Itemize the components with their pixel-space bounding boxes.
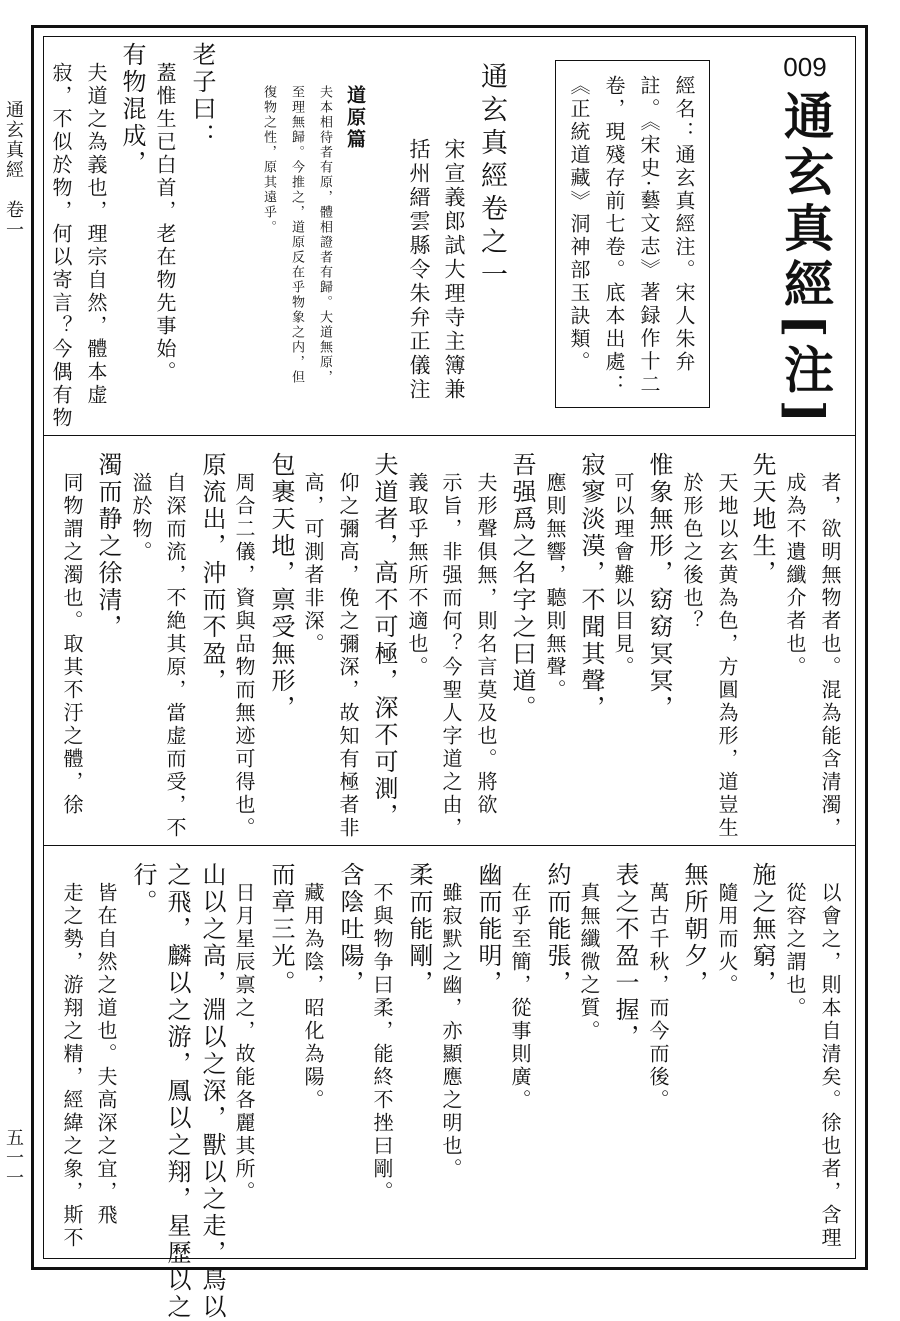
margin-page-number: 五一一 [3, 1128, 24, 1188]
commentary-line: 在乎至簡，從事則廣。 [508, 882, 532, 1112]
commentary-line: 寂，不似於物，何以寄言？今偶有物 [49, 62, 73, 430]
text-line: 包裹天地，禀受無形， [267, 452, 295, 722]
colophon-line: 經名：通玄真經注。宋人朱弁 [672, 75, 696, 374]
commentary-line: 以會之，則本自清矣。徐也者，含理 [818, 882, 842, 1250]
commentary-line: 蓋惟生已白首，老在物先事始。 [153, 62, 177, 384]
commentary-line: 仰之彌高，俛之彌深，故知有極者非 [336, 472, 360, 840]
text-line: 山以之高，淵以之深，獸以之走，鳥以 [198, 862, 226, 1321]
commentary-line: 皆在自然之道也。夫高深之宜，飛 [94, 882, 118, 1227]
text-line: 而章三光。 [267, 862, 295, 997]
text-line: 含陰吐陽， [336, 862, 364, 997]
commentary-line: 周合二儀，資與品物而無迹可得也。 [232, 472, 256, 840]
text-line: 柔而能剛， [405, 862, 433, 997]
commentary-line: 萬古千秋，而今而後。 [646, 882, 670, 1112]
commentary-line: 自深而流，不絶其原，當虚而受，不 [163, 472, 187, 840]
commentary-line: 夫道之為義也，理宗自然，體本虚 [84, 62, 108, 407]
commentary-line: 應則無響，聽則無聲。 [543, 472, 567, 702]
commentary-line: 溢於物。 [129, 472, 153, 564]
commentary-line: 高，可測者非深。 [301, 472, 325, 656]
commentary-line: 同物謂之濁也。取其不汙之體，徐 [60, 472, 84, 817]
commentary-line: 日月星辰禀之，故能各麗其所。 [232, 882, 256, 1204]
commentary-line: 不與物争曰柔，能終不挫曰剛。 [370, 882, 394, 1204]
colophon-line: 註。《宋史·藝文志》著録作十二 [637, 75, 661, 397]
text-line: 表之不盈一握， [611, 862, 639, 1051]
text-line: 濁而静之徐清， [94, 452, 122, 641]
text-line: 約而能張， [543, 862, 571, 997]
catalog-number: 009 [783, 52, 827, 82]
commentary-line: 成為不遺纖介者也。 [783, 472, 807, 679]
section-note-line: 夫本相待者有原，體相證者有歸。大道無原， [317, 85, 332, 385]
author-line: 括州縉雲縣令朱弁正儀注 [407, 138, 431, 402]
text-line: 之飛，麟以之游，鳳以之翔，星歷以之 [163, 862, 191, 1321]
text-line: 幽而能明， [474, 862, 502, 997]
commentary-line: 真無纖微之質。 [577, 882, 601, 1043]
text-line: 行。 [129, 862, 157, 916]
margin-book-title: 通玄真經 卷一 [3, 100, 24, 240]
text-laozi-says: 老子曰： [188, 42, 216, 150]
catalog-title: 通玄真經[注] [776, 90, 835, 430]
text-line: 寂寥淡漠，不聞其聲， [577, 452, 605, 722]
commentary-line: 於形色之後也？ [680, 472, 704, 633]
commentary-line: 可以理會難以目見。 [611, 472, 635, 679]
text-line: 施之無窮， [748, 862, 776, 997]
text-line: 原流出，沖而不盈， [198, 452, 226, 695]
register-divider-upper [43, 435, 856, 436]
commentary-line: 隨用而火。 [715, 882, 739, 997]
colophon-line: 《正統道藏》洞神部玉訣類。 [567, 75, 591, 374]
register-divider-lower [43, 845, 856, 846]
section-note-line: 至理無歸。今推之，道原反在乎物象之内，但 [289, 85, 304, 385]
commentary-line: 者，欲明無物者也。混為能含清濁， [818, 472, 842, 840]
text-line: 惟象無形，窈窈冥冥， [645, 452, 673, 722]
section-note-line: 復物之性，原其遠乎。 [261, 85, 276, 235]
section-heading: 道原篇 [344, 85, 366, 151]
scroll-title: 通玄真經卷之一 [476, 62, 507, 293]
commentary-line: 藏用為陰，昭化為陽。 [301, 882, 325, 1112]
commentary-line: 走之勢，游翔之精，經緯之象，斯不 [60, 882, 84, 1250]
text-line: 無所朝夕， [680, 862, 708, 997]
author-line: 宋宣義郎試大理寺主簿兼 [442, 138, 466, 402]
text-line: 有物混成， [118, 42, 146, 177]
text-line: 先天地生， [748, 452, 776, 587]
text-line: 吾强爲之名字之曰道。 [508, 452, 536, 722]
commentary-line: 從容之謂也。 [783, 882, 807, 1020]
text-line: 夫道者，高不可極，深不可測， [370, 452, 398, 830]
commentary-line: 雖寂默之幽，亦顯應之明也。 [439, 882, 463, 1181]
colophon-box [555, 60, 710, 408]
commentary-line: 天地以玄黄為色，方圓為形，道豈生 [715, 472, 739, 840]
commentary-line: 義取乎無所不適也。 [405, 472, 429, 679]
commentary-line: 夫形聲俱無，則名言莫及也。將欲 [474, 472, 498, 817]
commentary-line: 示旨，非强而何？今聖人字道之由， [439, 472, 463, 840]
colophon-line: 卷，現殘存前七卷。底本出處： [602, 75, 626, 397]
